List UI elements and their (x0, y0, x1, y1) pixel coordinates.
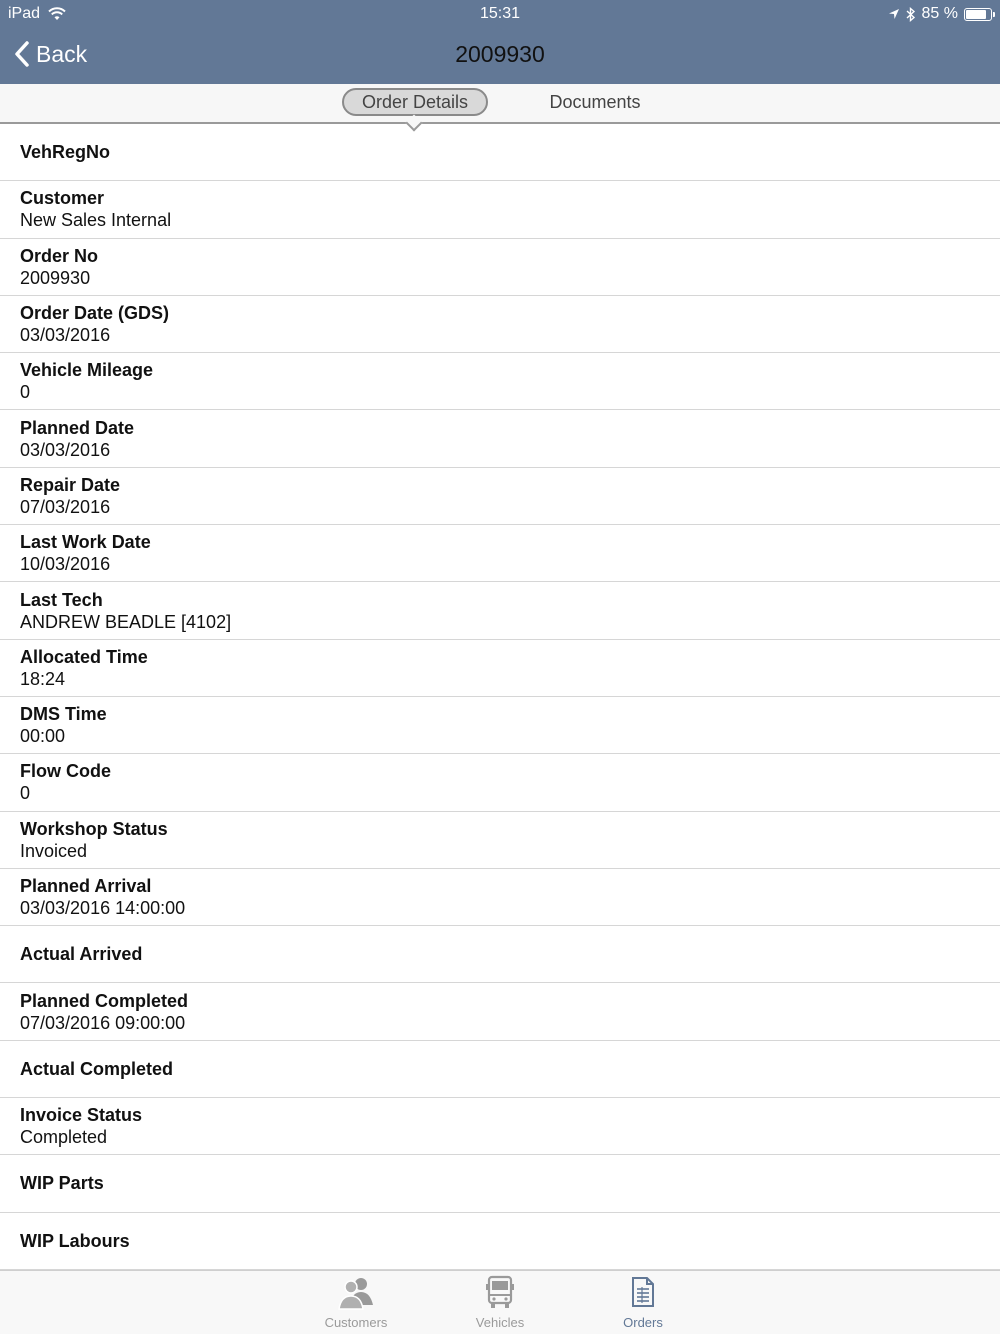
status-bar (0, 0, 1000, 28)
detail-value: 10/03/2016 (20, 554, 111, 575)
detail-label: Planned Date (20, 417, 135, 438)
detail-value: 18:24 (20, 668, 66, 689)
detail-value: 0 (20, 783, 31, 804)
detail-value: New Sales Internal (20, 210, 172, 231)
tab-orders[interactable] (583, 1275, 703, 1330)
truck-icon (485, 1275, 515, 1311)
detail-label: VehRegNo (20, 142, 111, 163)
detail-row-workshop-status[interactable] (0, 812, 1000, 869)
battery-percent: 85 % (921, 5, 958, 22)
detail-label: Order No (20, 245, 99, 266)
order-details-list (0, 124, 1000, 1270)
detail-label: Actual Arrived (20, 944, 143, 965)
detail-value: 07/03/2016 (20, 496, 111, 517)
status-right (888, 5, 992, 23)
detail-label: Planned Completed (20, 990, 189, 1011)
detail-label: Actual Completed (20, 1058, 174, 1079)
bluetooth-icon (906, 7, 916, 22)
top-bar (0, 0, 1000, 84)
detail-row-last-tech[interactable] (0, 582, 1000, 639)
detail-label: Allocated Time (20, 646, 148, 667)
detail-value: 03/03/2016 (20, 325, 111, 346)
tab-documents[interactable]: Documents (549, 91, 641, 112)
document-icon (630, 1275, 656, 1311)
tab-customers-label: Customers (324, 1315, 388, 1330)
bottom-tab-bar (0, 1270, 1000, 1334)
status-time: 15:31 (479, 5, 521, 22)
detail-row-last-work-date[interactable] (0, 525, 1000, 582)
detail-row-actual-arrived[interactable] (0, 926, 1000, 983)
detail-label: DMS Time (20, 704, 107, 725)
detail-row-wip-parts[interactable] (0, 1155, 1000, 1212)
detail-value: Completed (20, 1127, 108, 1148)
detail-label: Order Date (GDS) (20, 303, 170, 324)
detail-row-planned-completed[interactable] (0, 983, 1000, 1040)
detail-label: Customer (20, 188, 105, 209)
detail-value: 03/03/2016 14:00:00 (20, 898, 186, 918)
detail-label: Workshop Status (20, 818, 168, 839)
navigation-bar (0, 28, 1000, 84)
detail-row-order-no[interactable] (0, 239, 1000, 296)
segmented-control (0, 84, 1000, 124)
detail-row-allocated-time[interactable] (0, 640, 1000, 697)
detail-value: 03/03/2016 (20, 439, 111, 460)
battery-icon (964, 8, 992, 21)
detail-value: 2009930 (20, 267, 91, 288)
detail-row-flow-code[interactable] (0, 754, 1000, 811)
tab-orders-label: Orders (623, 1315, 663, 1330)
detail-row-vehicle-mileage[interactable] (0, 353, 1000, 410)
detail-row-wip-labours[interactable] (0, 1213, 1000, 1270)
detail-label: Invoice Status (20, 1105, 143, 1126)
detail-label: Last Tech (20, 589, 103, 610)
detail-value: ANDREW BEADLE [4102] (20, 611, 232, 632)
detail-row-vehregno[interactable] (0, 124, 1000, 181)
customers-icon (336, 1275, 376, 1311)
detail-row-invoice-status[interactable] (0, 1098, 1000, 1155)
detail-row-order-date[interactable] (0, 296, 1000, 353)
detail-value: Invoiced (20, 840, 88, 861)
detail-label: Repair Date (20, 474, 121, 495)
tab-order-details[interactable]: Order Details (342, 88, 488, 116)
detail-row-customer[interactable] (0, 181, 1000, 238)
detail-row-planned-date[interactable] (0, 410, 1000, 467)
detail-value: 07/03/2016 09:00:00 (20, 1012, 186, 1033)
battery-fill (966, 10, 986, 19)
detail-row-actual-completed[interactable] (0, 1041, 1000, 1098)
location-arrow-icon (888, 8, 900, 20)
back-label: Back (36, 40, 88, 67)
detail-label: Flow Code (20, 761, 111, 782)
detail-value: 0 (20, 382, 31, 403)
tab-customers[interactable] (296, 1275, 416, 1330)
tab-vehicles[interactable] (440, 1275, 560, 1330)
detail-row-planned-arrival[interactable] (0, 869, 1000, 926)
device-name: iPad (8, 5, 41, 22)
page-title: 2009930 (455, 41, 545, 67)
detail-row-repair-date[interactable] (0, 468, 1000, 525)
detail-row-dms-time[interactable] (0, 697, 1000, 754)
detail-label: Planned Arrival (20, 876, 152, 896)
detail-label: Vehicle Mileage (20, 360, 154, 381)
detail-label: WIP Parts (20, 1173, 104, 1194)
detail-label: Last Work Date (20, 532, 151, 553)
tab-vehicles-label: Vehicles (475, 1315, 525, 1330)
detail-value: 00:00 (20, 726, 66, 747)
detail-label: WIP Labours (20, 1230, 130, 1251)
